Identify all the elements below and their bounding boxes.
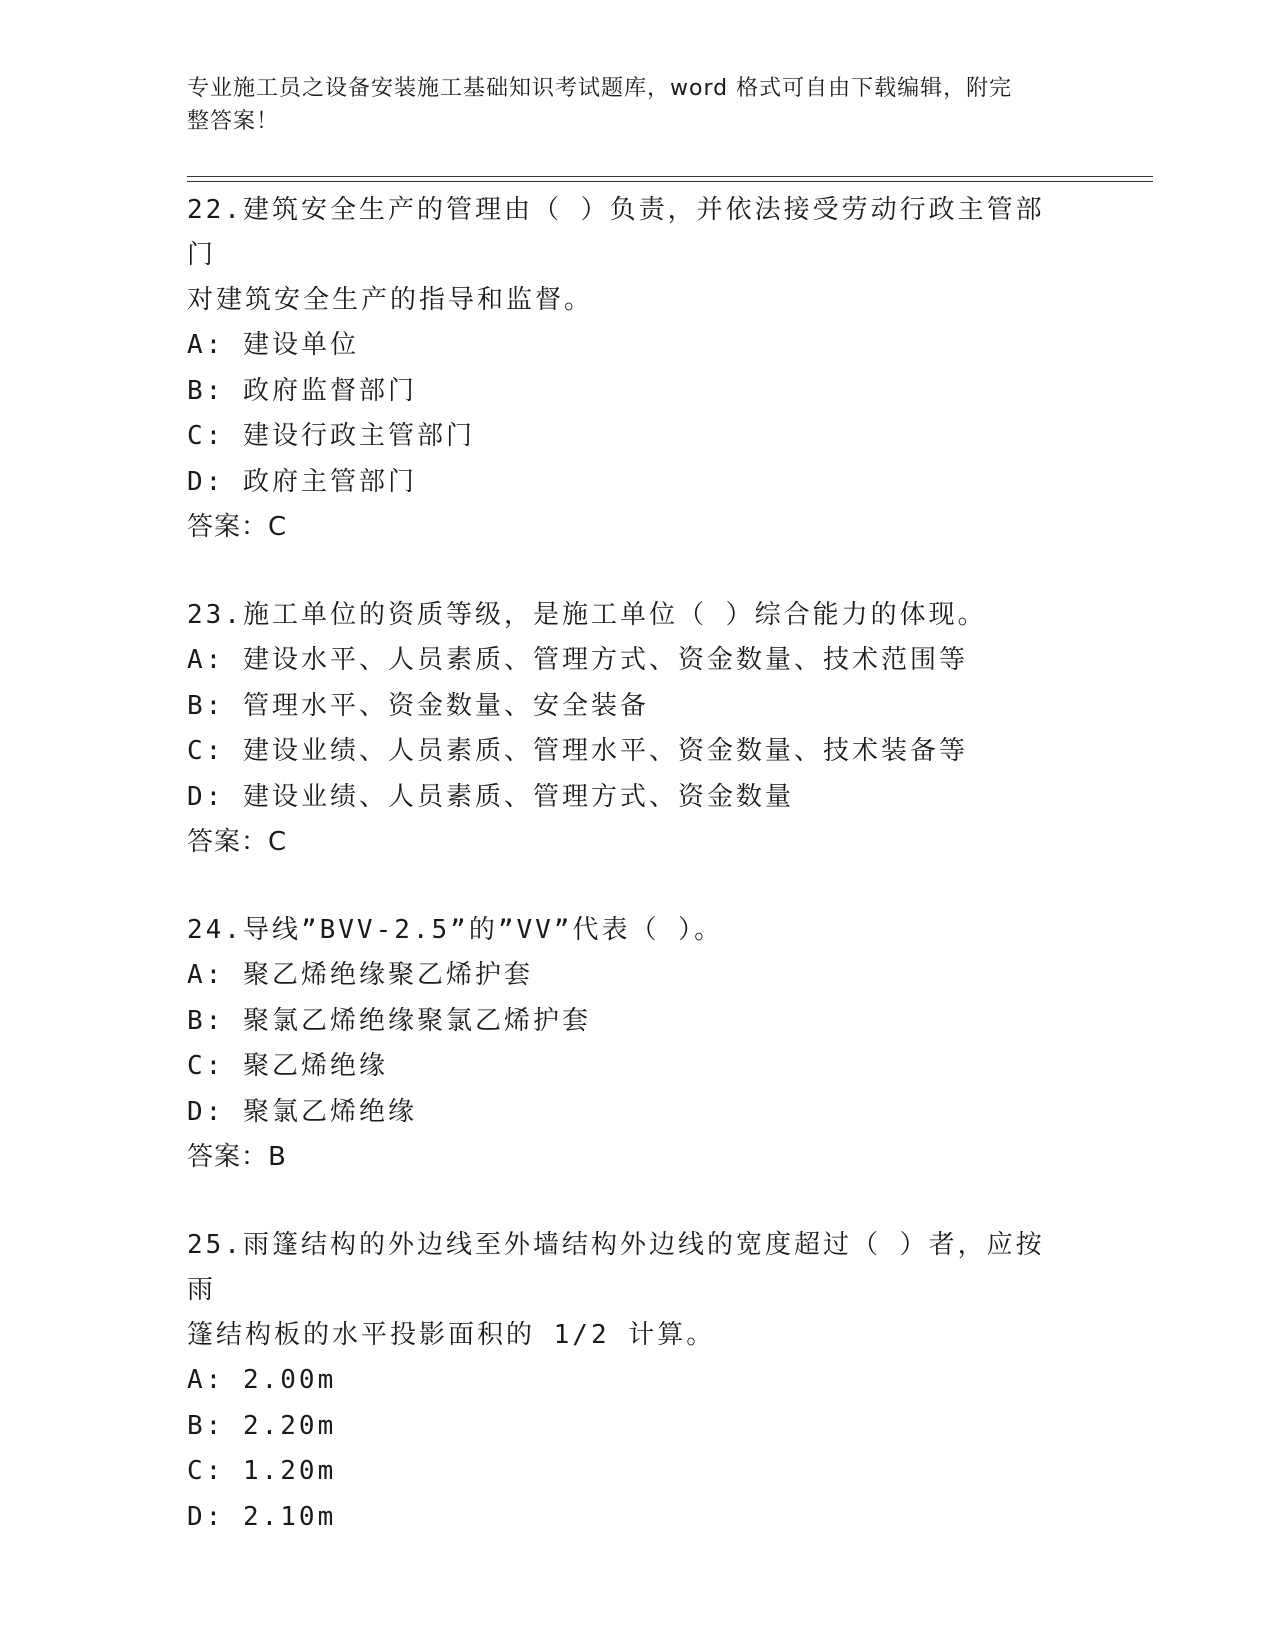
option-b: B: 管理水平、资金数量、安全装备 bbox=[187, 690, 649, 721]
document-header bbox=[187, 72, 1067, 138]
question-stem-continued: 篷结构板的水平投影面积的 1/2 计算。 bbox=[187, 1320, 716, 1350]
question-stem: 25.雨篷结构的外边线至外墙结构外边线的宽度超过（ ）者，应按雨 bbox=[187, 1230, 1045, 1305]
option-d: D: 2.10m bbox=[187, 1501, 337, 1532]
option-c: C: 建设业绩、人员素质、管理水平、资金数量、技术装备等 bbox=[187, 736, 968, 766]
question-stem: 24.导线”BVV-2.5”的”VV”代表（ ）。 bbox=[187, 915, 724, 945]
header-divider-bottom bbox=[187, 181, 1153, 182]
option-c: C: 1.20m bbox=[187, 1456, 337, 1486]
question-stem: 22.建筑安全生产的管理由（ ）负责，并依法接受劳动行政主管部门 bbox=[187, 195, 1045, 270]
option-a: A: 聚乙烯绝缘聚乙烯护套 bbox=[187, 960, 533, 990]
option-d: D: 建设业绩、人员素质、管理方式、资金数量 bbox=[187, 781, 794, 812]
answer-label: 答案：C bbox=[187, 512, 288, 542]
option-c: C: 建设行政主管部门 bbox=[187, 421, 475, 451]
option-b: B: 政府监督部门 bbox=[187, 375, 417, 406]
question-23 bbox=[187, 593, 1067, 865]
question-24 bbox=[187, 908, 1067, 1180]
question-stem-continued: 对建筑安全生产的指导和监督。 bbox=[187, 285, 594, 315]
question-list bbox=[187, 188, 1067, 1583]
header-line-1: 专业施工员之设备安装施工基础知识考试题库，word 格式可自由下载编辑，附完 bbox=[187, 76, 1013, 101]
answer-label: 答案：C bbox=[187, 827, 288, 857]
option-a: A: 建设水平、人员素质、管理方式、资金数量、技术范围等 bbox=[187, 645, 968, 675]
question-25 bbox=[187, 1223, 1067, 1540]
option-a: A: 建设单位 bbox=[187, 330, 359, 360]
header-line-2: 整答案！ bbox=[187, 109, 280, 134]
option-d: D: 聚氯乙烯绝缘 bbox=[187, 1096, 417, 1127]
option-b: B: 聚氯乙烯绝缘聚氯乙烯护套 bbox=[187, 1005, 591, 1036]
option-a: A: 2.00m bbox=[187, 1365, 337, 1395]
question-stem: 23.施工单位的资质等级，是施工单位（ ）综合能力的体现。 bbox=[187, 600, 987, 630]
answer-label: 答案：B bbox=[187, 1142, 287, 1172]
header-divider-top bbox=[187, 176, 1153, 177]
question-22 bbox=[187, 188, 1067, 550]
option-c: C: 聚乙烯绝缘 bbox=[187, 1051, 388, 1081]
option-b: B: 2.20m bbox=[187, 1410, 337, 1441]
option-d: D: 政府主管部门 bbox=[187, 466, 417, 497]
